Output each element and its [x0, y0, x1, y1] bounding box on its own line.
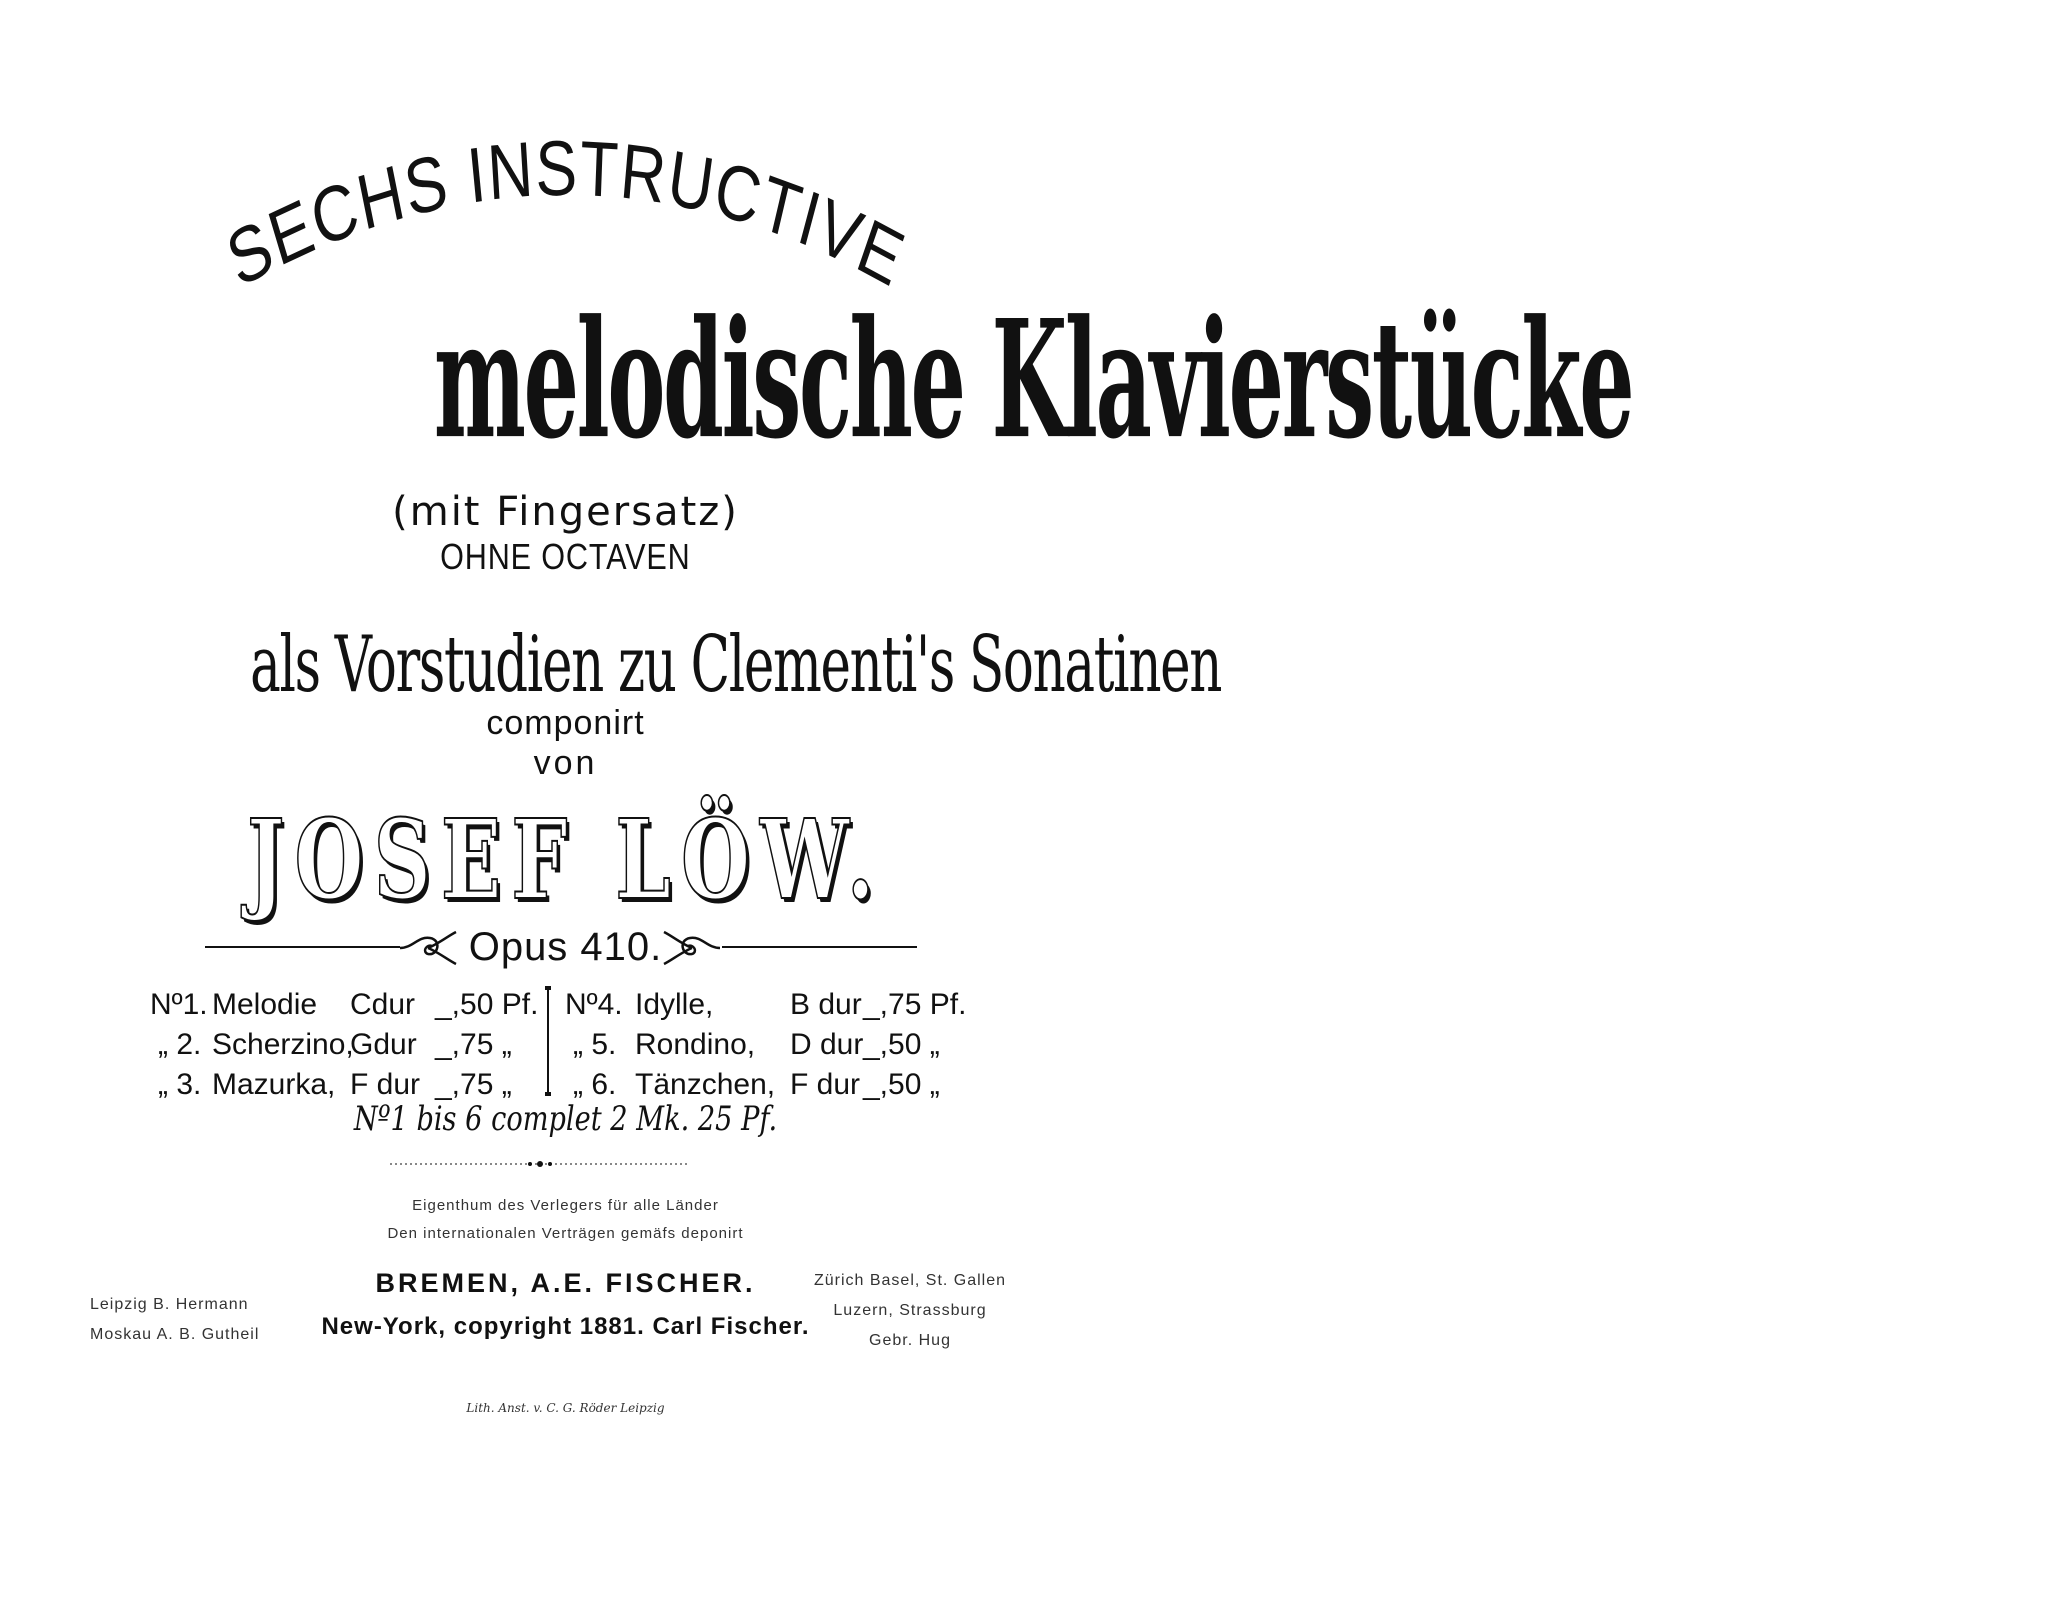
piece-key: F dur — [790, 1068, 861, 1101]
piece-name: Melodie — [212, 988, 318, 1021]
title-line1 — [0, 140, 1131, 290]
piece-key: Cdur — [350, 988, 416, 1021]
von-text: von — [533, 744, 598, 782]
arched-title-svg — [116, 140, 1016, 290]
piece-key: F dur — [350, 1068, 421, 1101]
pieces-right-list — [565, 985, 985, 1105]
piece-name: Idylle, — [635, 988, 714, 1021]
rights-line-1: Eigenthum des Verlegers für alle Länder — [412, 1197, 719, 1214]
right-rule — [722, 946, 917, 948]
agent-line: Moskau A. B. Gutheil — [90, 1326, 260, 1343]
rights-line-2: Den internationalen Verträgen gemäfs deponirt — [387, 1225, 744, 1242]
right-flourish-icon — [662, 930, 722, 966]
piece-price: _,50 „ — [863, 1068, 940, 1101]
piece-number: Nº4. — [565, 988, 623, 1021]
opus-number: Opus 410. — [468, 925, 663, 969]
opus-row — [0, 918, 1131, 978]
table-divider — [545, 986, 551, 1096]
piece-price: _,50 „ — [863, 1028, 940, 1061]
pieces-left-list — [150, 985, 540, 1105]
printer-credit: Lith. Anst. v. C. G. Röder Leipzig — [466, 1401, 665, 1415]
title-main: melodische Klavierstücke — [433, 284, 1633, 476]
piece-price: _,75 Pf. — [863, 988, 967, 1021]
copyright-line: New-York, copyright 1881. Carl Fischer. — [321, 1313, 810, 1340]
piece-key: D dur — [790, 1028, 864, 1061]
piece-number: „ 2. — [158, 1028, 202, 1061]
piece-number: „ 3. — [158, 1068, 202, 1101]
publisher: BREMEN, A.E. FISCHER. — [375, 1268, 756, 1298]
title-line1-text: SECHS INSTRUCTIVE — [216, 140, 915, 290]
piece-name: Tänzchen, — [635, 1068, 776, 1101]
svg-text:SECHS INSTRUCTIVE — [216, 140, 914, 290]
piece-name: Rondino, — [635, 1028, 756, 1061]
piece-row — [150, 985, 540, 1025]
left-agents — [90, 1290, 259, 1350]
piece-price: _,50 Pf. — [435, 988, 539, 1021]
agent-line: Gebr. Hug — [869, 1332, 951, 1349]
piece-name: Mazurka, — [212, 1068, 336, 1101]
piece-row — [150, 1025, 540, 1065]
piece-number: Nº1. — [150, 988, 208, 1021]
componirt-text: componirt — [486, 704, 645, 742]
fingersatz-note: (mit Fingersatz) — [392, 489, 739, 535]
complete-set-price: Nº1 bis 6 complet 2 Mk. 25 Pf. — [353, 1099, 778, 1139]
piece-name: Scherzino, — [212, 1028, 354, 1061]
right-agents — [810, 1266, 1010, 1356]
piece-row — [565, 985, 985, 1025]
piece-number: „ 5. — [573, 1028, 617, 1061]
piece-price: _,75 „ — [435, 1028, 512, 1061]
composer-name: JOSEF LÖW. — [246, 795, 885, 924]
agent-line: Zürich Basel, St. Gallen — [813, 1272, 1007, 1289]
piece-price: _,75 „ — [435, 1068, 512, 1101]
piece-row — [565, 1025, 985, 1065]
piece-number: „ 6. — [573, 1068, 617, 1101]
agent-line: Luzern, Strassburg — [833, 1302, 987, 1319]
vorstudien-line: als Vorstudien zu Clementi's Sonatinen — [250, 620, 1222, 710]
piece-key: Gdur — [350, 1028, 417, 1061]
piece-key: B dur — [790, 988, 862, 1021]
dotted-rule-ornament — [390, 1160, 690, 1168]
octaven-note: OHNE OCTAVEN — [440, 536, 691, 577]
agent-line: Leipzig B. Hermann — [90, 1296, 249, 1313]
